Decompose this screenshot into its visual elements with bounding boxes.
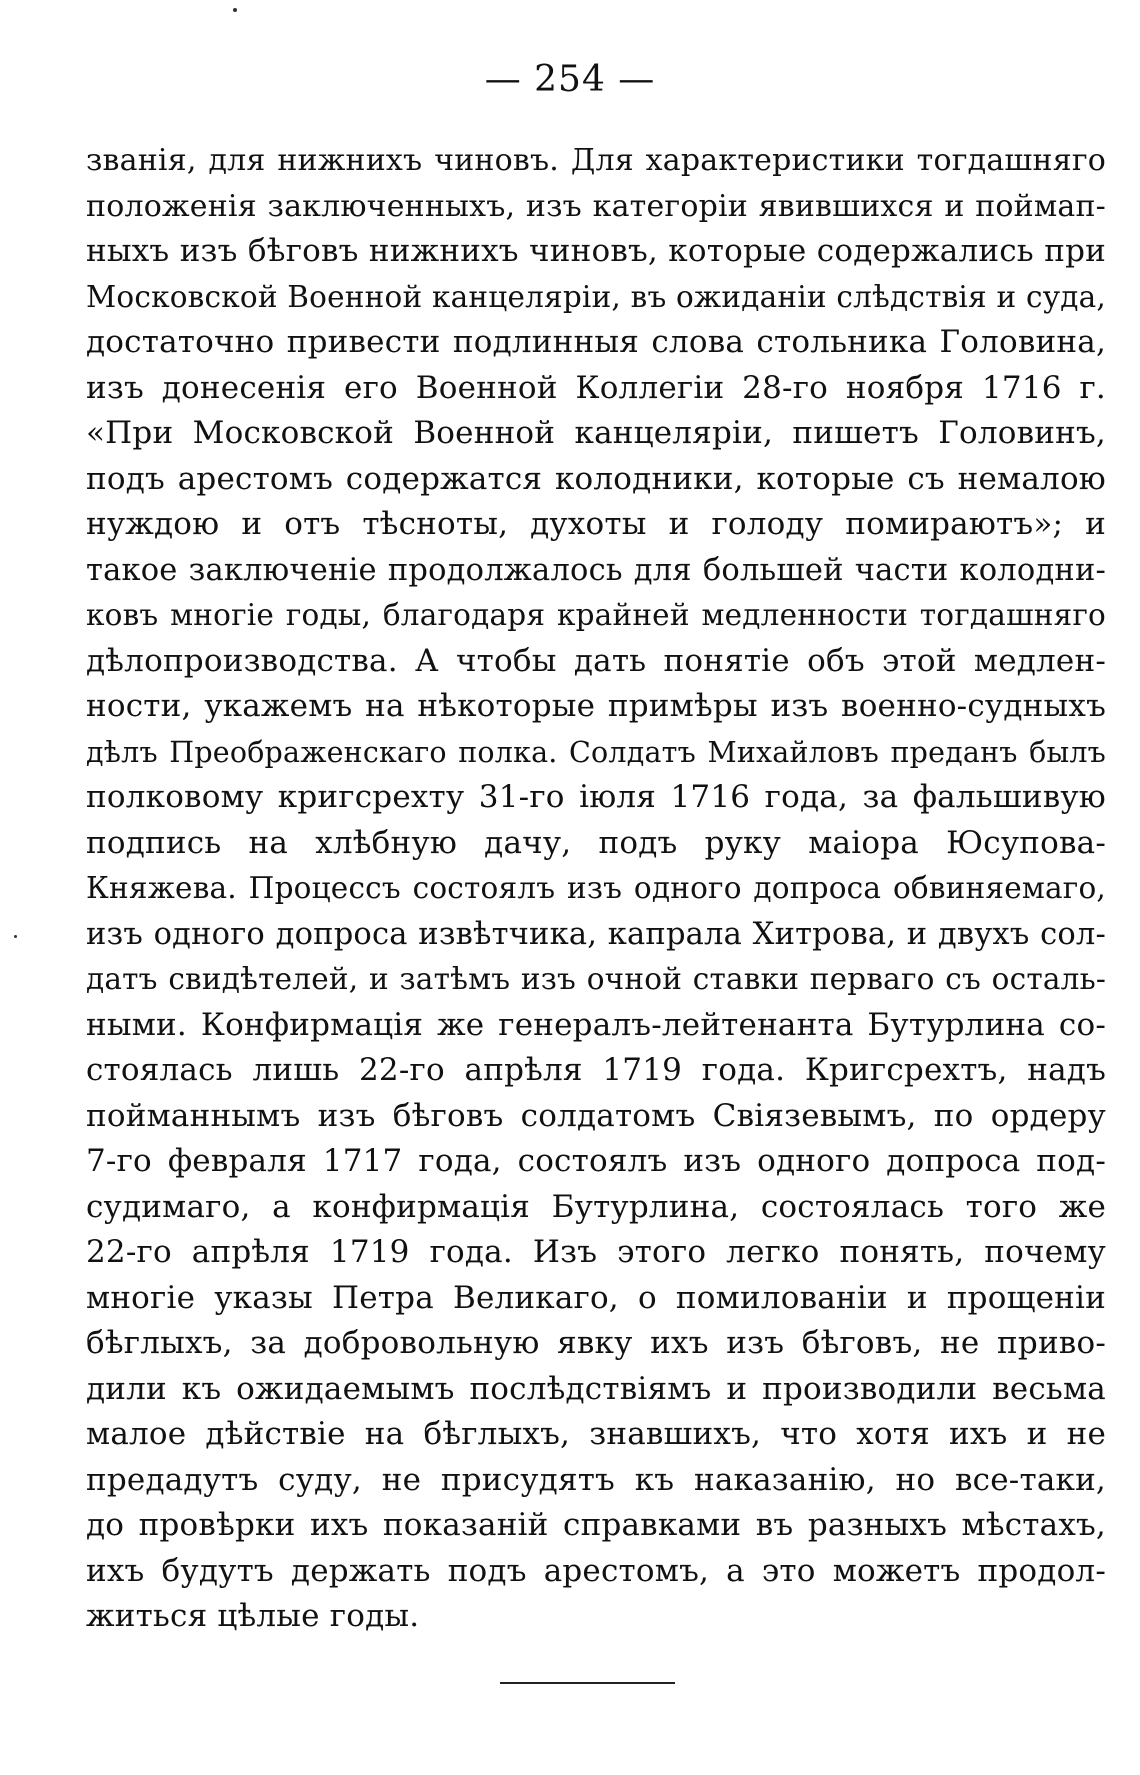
- page-number: — 254 —: [484, 59, 656, 100]
- text-line: дили къ ожидаемымъ послѣдствіямъ и производили весьма: [86, 1370, 1106, 1407]
- text-line: дѣлъ Преображенскаго полка. Солдатъ Михайловъ преданъ былъ: [86, 735, 1106, 769]
- body-text: [86, 138, 1106, 1640]
- text-line: подъ арестомъ содержатся колодники, которые съ немалою: [86, 460, 1106, 497]
- text-line: 22-го апрѣля 1719 года. Изъ этого легко понять, почему: [86, 1234, 1106, 1270]
- text-line: изъ одного допроса извѣтчика, капрала Хитрова, и двухъ сол-: [86, 916, 1106, 952]
- print-speck: [233, 8, 237, 12]
- text-line: ными. Конфирмація же генералъ-лейтенанта Бутурлина со-: [86, 1006, 1106, 1043]
- text-line: ности, укажемъ на нѣкоторые примѣры изъ военно-судныхъ: [86, 688, 1106, 724]
- text-line: такое заключеніе продолжалось для большей части колодни-: [86, 552, 1106, 588]
- text-line: дѣлопроизводства. А чтобы дать понятіе объ этой медлен-: [86, 642, 1106, 679]
- text-line: ныхъ изъ бѣговъ нижнихъ чиновъ, которые содержались при: [86, 233, 1106, 269]
- text-line: полковому кригсрехту 31-го іюля 1716 года, за фальшивую: [86, 779, 1106, 815]
- text-line: «При Московской Военной канцеляріи, пишетъ Головинъ,: [86, 415, 1106, 451]
- text-line: ихъ будутъ держать подъ арестомъ, а это можетъ продол-: [86, 1552, 1106, 1589]
- text-line: нуждою и отъ тѣсноты, духоты и голоду помираютъ»; и: [86, 506, 1106, 542]
- text-line: малое дѣйствіе на бѣглыхъ, знавшихъ, что хотя ихъ и не: [86, 1416, 1106, 1452]
- print-speck: [14, 935, 17, 938]
- text-line: изъ донесенія его Военной Коллегіи 28-го ноября 1716 г.: [86, 369, 1106, 406]
- text-line: ковъ многіе годы, благодаря крайней медленности тогдашняго: [86, 598, 1106, 632]
- end-rule: [500, 1682, 675, 1684]
- text-line: званія, для нижнихъ чиновъ. Для характеристики тогдашняго: [86, 143, 1106, 178]
- text-line: достаточно привести подлинныя слова стольника Головина,: [86, 324, 1106, 360]
- text-line: Княжева. Процессъ состоялъ изъ одного допроса обвиняемаго,: [86, 871, 1106, 905]
- text-line-last: житься цѣлые годы.: [86, 1598, 420, 1634]
- text-line: 7-го февраля 1717 года, состоялъ изъ одного допроса под-: [86, 1143, 1106, 1179]
- text-line: стоялась лишь 22-го апрѣля 1719 года. Кригсрехтъ, надъ: [86, 1052, 1106, 1088]
- text-line: судимаго, а конфирмація Бутурлина, состоялась того же: [86, 1188, 1106, 1225]
- text-line: бѣглыхъ, за добровольную явку ихъ изъ бѣговъ, не приво-: [86, 1325, 1106, 1361]
- text-line: подпись на хлѣбную дачу, подъ руку маіора Юсупова-: [86, 824, 1106, 861]
- text-line: предадутъ суду, не присудятъ къ наказанію, но все-таки,: [86, 1461, 1106, 1498]
- text-line: Московской Военной канцеляріи, въ ожиданіи слѣдствія и суда,: [86, 279, 1106, 314]
- text-line: датъ свидѣтелей, и затѣмъ изъ очной ставки перваго съ осталь-: [86, 962, 1106, 996]
- text-line: положенія заключенныхъ, изъ категоріи явившихся и поймап-: [86, 188, 1106, 224]
- text-line: пойманнымъ изъ бѣговъ солдатомъ Свіязевымъ, по ордеру: [86, 1097, 1106, 1134]
- text-line: многіе указы Петра Великаго, о помилованіи и прощеніи: [86, 1279, 1106, 1316]
- text-line: до провѣрки ихъ показаній справками въ разныхъ мѣстахъ,: [86, 1507, 1106, 1543]
